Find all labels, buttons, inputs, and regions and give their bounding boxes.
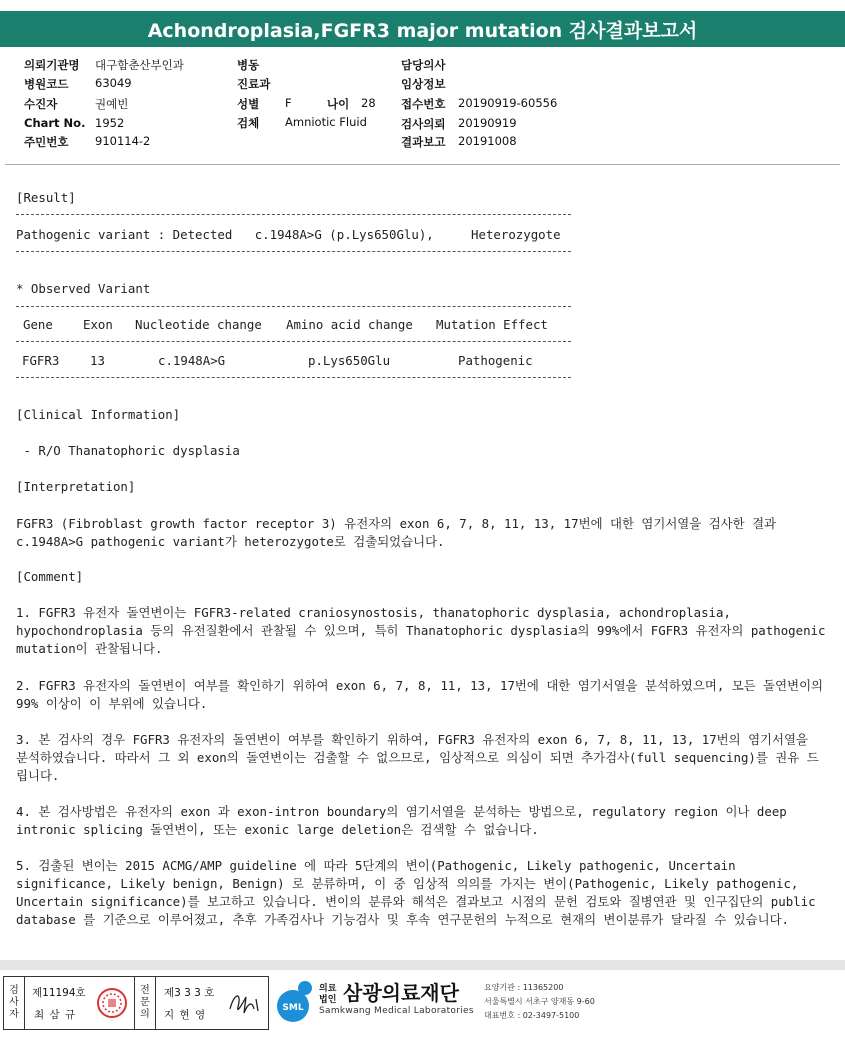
resident-no-label: 주민번호 [24,135,69,149]
chart-no-row [24,116,125,130]
examiner-license: 제11194호 [32,987,86,999]
hospital-code-label: 병원코드 [24,77,69,91]
report-date-row [401,134,517,150]
age-value: 28 [361,96,376,110]
hospital-name-row [24,57,184,73]
comment-item-1: 1. FGFR3 유전자 돌연변이는 FGFR3-related craniosynostosis, thanatophoric dysplasia, achondroplasia, hypochondroplasia 등의 유전질환에서 관찰될 수 있으며, 특히 Thanatophoric dysplasia의 99%에서 FGFR3 유전자의 pathogenic mutation이 관찰됩니다. [16,605,826,656]
specialist-license: 제3 3 3 호 [164,987,215,999]
org-code: 요양기관 : 11365200 [484,983,564,992]
department-row [237,76,270,92]
interpretation-heading: [Interpretation] [16,479,136,494]
patient-label: 수진자 [24,97,58,111]
cell-gene: FGFR3 [22,353,60,368]
department-label: 진료과 [237,77,271,91]
logo-text: SML [282,1003,304,1013]
chart-no-value: 1952 [95,116,125,130]
seal-stamp-icon [96,983,128,1023]
specialist-label-cell [134,977,156,1029]
signature-icon [226,987,262,1019]
dashed-divider [16,377,571,378]
specimen-label: 검체 [237,116,260,130]
comment-heading: [Comment] [16,569,84,584]
cell-nucleotide: c.1948A>G [158,353,226,368]
org-phone: 대표번호 : 02-3497-5100 [484,1011,580,1020]
report-date-label: 결과보고 [401,135,446,149]
col-header-mutation-effect: Mutation Effect [436,317,548,332]
hospital-code-row [24,76,132,92]
resident-no-row [24,134,151,150]
clinical-item: - R/O Thanatophoric dysplasia [16,443,240,458]
examiner-label-cell [4,977,25,1029]
age-row [327,96,376,112]
receipt-no-label: 접수번호 [401,97,446,111]
comment-item-4: 4. 본 검사방법은 유전자의 exon 과 exon-intron boundary의 염기서열을 분석하는 방법으로, regulatory region 이나 deep intronic splicing 돌연변이, 또는 exonic large deletion은 검색할 수 없습니다. [16,804,787,837]
cell-mutation-effect: Pathogenic [458,353,533,368]
doctor-label: 담당의사 [401,58,446,72]
signature-box [3,976,269,1030]
ward-row [237,57,259,73]
comment-item-2: 2. FGFR3 유전자의 돌연변이 여부를 확인하기 위하여 exon 6, 7, 8, 11, 13, 17번에 대한 염기서열을 분석하였으며, 모든 돌연변이의 99% 이상이 이 부위에 있습니다. [16,678,824,711]
specimen-row [237,115,367,131]
sex-label: 성별 [237,97,260,111]
specialist-label: 전문의 [140,985,150,1020]
hospital-name-value: 대구함춘산부인과 [95,58,184,72]
col-header-gene: Gene [23,317,53,332]
org-name-en: Samkwang Medical Laboratories [319,1006,474,1016]
hospital-code-value: 63049 [95,76,132,90]
org-address: 서울특별시 서초구 양재동 9-60 [484,997,595,1006]
clinical-info-row [401,76,445,92]
cell-amino-acid: p.Lys650Glu [308,353,391,368]
comment-item-5: 5. 검출된 변이는 2015 ACMG/AMP guideline 에 따라 5단계의 변이(Pathogenic, Likely pathogenic, Uncertain significance, Likely benign, Benign) 로 분류하며, 이 중 임상적 의의를 가지는 변이(Pathogenic, Likely pathogenic, Uncertain significance)를 보고하고 있습니다. 변이의 분류와 해석은 결과보고 시점의 문헌 검토와 질병연관 및 인구집단의 public database 를 기준으로 이루어졌고, 추후 가족검사나 기능검사 및 후속 연구문헌의 누적으로 현재의 변이분류가 달라질 수 있습니다. [16,858,816,927]
patient-value: 권예빈 [95,97,129,111]
sml-logo-icon [273,978,313,1024]
dashed-divider [16,341,571,342]
examiner-label: 검사자 [9,985,19,1020]
result-heading: [Result] [16,190,76,205]
dashed-divider [16,306,571,307]
org-type-line2: 법인 [319,995,337,1005]
age-label: 나이 [327,97,350,111]
examiner-name: 최 삼 규 [34,1009,77,1021]
request-date-row [401,116,517,132]
hospital-name-label: 의뢰기관명 [24,58,80,72]
result-line: Pathogenic variant : Detected c.1948A>G (p.Lys650Glu), Heterozygote [16,227,561,242]
doctor-row [401,57,445,73]
ward-label: 병동 [237,58,260,72]
org-type-line1: 의료 [319,984,337,994]
report-date-value: 20191008 [458,134,517,148]
sex-value: F [285,96,292,110]
request-date-label: 검사의뢰 [401,117,446,131]
dashed-divider [16,251,571,252]
receipt-no-row [401,96,558,112]
org-name: 삼광의료재단 [343,981,459,1005]
dashed-divider [16,214,571,215]
header-divider [5,164,840,165]
chart-no-label: Chart No. [24,116,86,130]
observed-variant-heading: * Observed Variant [16,281,151,296]
footer-band [0,960,845,970]
comment-item-3: 3. 본 검사의 경우 FGFR3 유전자의 돌연변이 여부를 확인하기 위하여, FGFR3 유전자의 exon 6, 7, 8, 11, 13, 17번의 염기서열을 분석하였습니다. 따라서 그 외 exon의 돌연변이는 검출할 수 없으므로, 임상적으로 의심이 되면 추가검사(full sequencing)를 권유 드립니다. [16,732,819,783]
col-header-nucleotide: Nucleotide change [135,317,262,332]
request-date-value: 20190919 [458,116,517,130]
sex-row [237,96,292,112]
interpretation-text: FGFR3 (Fibroblast growth factor receptor 3) 유전자의 exon 6, 7, 8, 11, 13, 17번에 대한 염기서열을 검사한 결과 c.1948A>G pathogenic variant가 heterozygote로 검출되었습니다. [16,516,777,549]
col-header-exon: Exon [83,317,113,332]
report-title: Achondroplasia,FGFR3 major mutation 검사결과보고서 [0,11,845,47]
col-header-amino-acid: Amino acid change [286,317,413,332]
clinical-heading: [Clinical Information] [16,407,181,422]
patient-row [24,96,129,112]
specialist-name: 지 현 영 [164,1009,207,1021]
receipt-no-value: 20190919-60556 [458,96,558,110]
clinical-info-label: 임상정보 [401,77,446,91]
resident-no-value: 910114-2 [95,134,151,148]
cell-exon: 13 [90,353,105,368]
specimen-value: Amniotic Fluid [285,115,367,129]
